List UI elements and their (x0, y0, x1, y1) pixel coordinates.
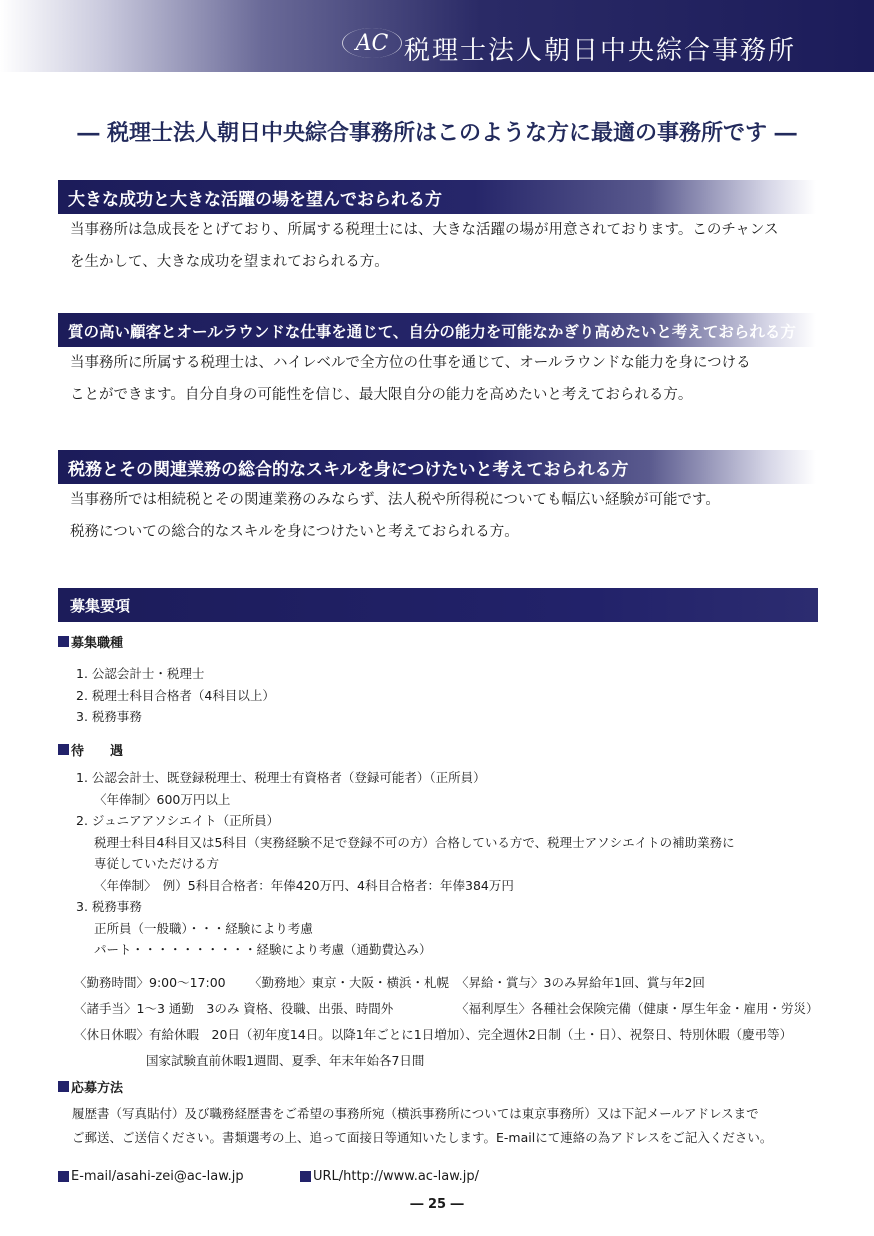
positions-subheading (58, 632, 123, 651)
square-bullet-icon (58, 1171, 69, 1182)
section-body-1 (70, 214, 830, 278)
section-body-line: 当事務所は急成長をとげており、所属する税理士には、大きな活躍の場が用意されております。このチャンス (70, 222, 779, 238)
positions-subheading-label: 募集職種 (71, 636, 124, 651)
treatment-subheading-label: 待 遇 (71, 744, 124, 759)
list-item: 正所員（一般職）・・・経験により考慮 (94, 920, 313, 936)
application-subheading-label: 応募方法 (71, 1081, 124, 1096)
raise-bonus: 〈昇給・賞与〉3のみ昇給年1回、賞与年2回 (456, 975, 705, 990)
email-contact (58, 1169, 244, 1184)
section-heading-1: 大きな成功と大きな活躍の場を望んでおられる方 (68, 190, 442, 210)
page-title: ― 税理士法人朝日中央綜合事務所はこのような方に最適の事務所です ― (77, 120, 797, 146)
treatment-subheading (58, 740, 123, 759)
square-bullet-icon (58, 1081, 69, 1092)
list-item: 3. 税務事務 (76, 709, 142, 724)
section-body-line: 税務についての総合的なスキルを身につけたいと考えておられる方。 (70, 524, 519, 540)
section-body-line: を生かして、大きな成功を望まれておられる方。 (70, 254, 389, 270)
list-item: 2. 税理士科目合格者（4科目以上） (76, 687, 275, 703)
list-item: 〈年俸制〉 例）5科目合格者：年俸420万円、4科目合格者：年俸384万円 (94, 877, 514, 893)
allowances: 〈諸手当〉1～3 通勤 3のみ 資格、役職、出張、時間外 (74, 1001, 394, 1016)
url-contact (300, 1169, 479, 1184)
section-body-3 (70, 484, 830, 548)
header-banner (0, 0, 874, 72)
list-item: 2. ジュニアアソシエイト（正所員） (76, 813, 280, 828)
website-url[interactable]: URL/http://www.ac-law.jp/ (313, 1169, 480, 1184)
holidays: 〈休日休暇〉有給休暇 20日（初年度14日。以降1年ごとに1日増加）、完全週休2日制（土・日）、祝祭日、特別休暇（慶弔等） (74, 1027, 793, 1042)
section-body-line: 当事務所では相続税とその関連業務のみならず、法人税や所得税についても幅広い経験が可能です。 (70, 492, 720, 508)
list-item: 税理士科目4科目又は5科目（実務経験不足で登録不可の方）合格している方で、税理士アソシエイトの補助業務に (94, 834, 735, 850)
recruit-heading: 募集要項 (70, 597, 131, 615)
square-bullet-icon (58, 744, 69, 755)
list-item: パート・・・・・・・・・・経験により考慮（通勤費込み） (94, 942, 432, 957)
application-subheading (58, 1077, 123, 1096)
welfare: 〈福利厚生〉各種社会保険完備（健康・厚生年金・雇用・労災） (456, 1001, 819, 1016)
firm-logo: AC (342, 28, 402, 58)
section-heading-bar-3 (58, 450, 816, 484)
work-hours: 〈勤務時間〉9:00～17:00 (74, 975, 226, 990)
section-heading-3: 税務とその関連業務の総合的なスキルを身につけたいと考えておられる方 (68, 460, 629, 480)
list-item: 〈年俸制〉600万円以上 (94, 791, 231, 807)
list-item: 1. 公認会計士・税理士 (76, 666, 205, 681)
list-item: 専従していただける方 (94, 856, 220, 871)
application-body (72, 1102, 772, 1150)
positions-list (76, 663, 275, 728)
holidays-continued: 国家試験直前休暇1週間、夏季、年末年始各7日間 (146, 1053, 425, 1068)
list-item: 1. 公認会計士、既登録税理士、税理士有資格者（登録可能者）（正所員） (76, 770, 486, 785)
work-location: 〈勤務地〉東京・大阪・横浜・札幌 (249, 975, 450, 990)
square-bullet-icon (58, 636, 69, 647)
application-line: 履歴書（写真貼付）及び職務経歴書をご希望の事務所宛（横浜事務所については東京事務所）又は下記メールアドレスまで (72, 1106, 759, 1121)
section-body-line: ことができます。自分自身の可能性を信じ、最大限自分の能力を高めたいと考えておられる方。 (70, 387, 693, 403)
section-body-line: 当事務所に所属する税理士は、ハイレベルで全方位の仕事を通じて、オールラウンドな能力を身につける (70, 355, 751, 371)
page-number: ― 25 ― (410, 1197, 464, 1212)
section-heading-2: 質の高い顧客とオールラウンドな仕事を通じて、自分の能力を可能なかぎり高めたいと考えておられる方 (68, 323, 796, 341)
email-address[interactable]: E-mail/asahi-zei@ac-law.jp (71, 1169, 244, 1184)
list-item: 3. 税務事務 (76, 899, 142, 914)
firm-name: 税理士法人朝日中央綜合事務所 (404, 36, 797, 66)
section-heading-bar-2 (58, 313, 816, 347)
treatment-list (76, 767, 735, 961)
recruit-heading-bar (58, 588, 818, 622)
section-heading-bar-1 (58, 180, 816, 214)
square-bullet-icon (300, 1171, 311, 1182)
section-body-2 (70, 347, 830, 411)
application-line: ご郵送、ご送信ください。書類選考の上、追って面接日等通知いたします。E-mailにて連絡の為アドレスをご記入ください。 (72, 1130, 773, 1145)
